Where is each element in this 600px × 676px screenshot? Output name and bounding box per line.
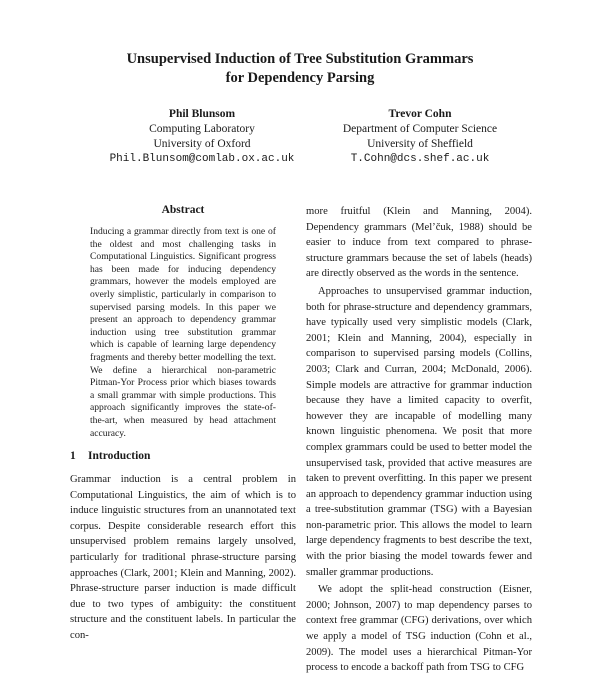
right-column-body <box>306 204 532 676</box>
section-title: Introduction <box>88 450 151 462</box>
author-affiliation: University of Sheffield <box>367 138 473 150</box>
paper-title <box>0 50 600 88</box>
abstract-heading: Abstract <box>161 204 205 216</box>
section-heading-introduction <box>70 450 150 462</box>
author-name: Phil Blunsom <box>168 108 236 120</box>
section-number: 1 <box>70 450 76 462</box>
body-paragraph-2: Approaches to unsupervised grammar induction, both for phrase-structure and dependency grammars, have typically used very simplistic models (Clark, 2001; Klein and Manning, 2004), especially in comparison to supervised parsing models (Collins, 2003; Clark and Curran, 2004; McDonald, 2006). Simple models are attractive for grammar induction because they have a limited capacity to overfit, however they are incapable of modelling many known linguistic phenomena. We posit that more complex grammars could be used to better model the unsupervised task, provided that active measures are taken to prevent overfitting. In this paper we present an approach to dependency grammar induction using a tree-substitution grammar (TSG) with a Bayesian non-parametric prior. This allows the model to learn large dependency fragments to best describe the text, with the prior biasing the model towards fewer and smaller grammar productions. <box>306 285 532 578</box>
body-paragraph-1: more fruitful (Klein and Manning, 2004). Dependency grammars (Mel’čuk, 1988) should be easier to induce from text compared to phrase-structure grammars because the set of labels (heads) are directly observed as the words in the sentence. <box>306 206 532 280</box>
author-name: Trevor Cohn <box>388 108 452 120</box>
title-line-2: for Dependency Parsing <box>225 70 375 86</box>
author-block-2 <box>300 107 540 167</box>
abstract-text: Inducing a grammar directly from text is one of the oldest and most challenging tasks in Computational Linguistics. Significant progress has been made for inducing dependency grammars, however the models employed are overly simplistic, particularly in comparison to supervised parsing models. In this paper we present an approach to dependency grammar induction using tree substitution grammar which is capable of learning large dependency fragments and thereby better modelling the text. We define a hierarchical non-parametric Pitman-Yor Process prior which biases towards a small grammar with simple productions. This approach significantly improves the state-of-the-art, when measured by head attachment accuracy. <box>90 226 276 439</box>
author-affiliation: University of Oxford <box>153 138 251 150</box>
author-dept: Department of Computer Science <box>342 123 498 135</box>
title-line-1: Unsupervised Induction of Tree Substitution Grammars <box>126 51 474 67</box>
author-dept: Computing Laboratory <box>149 123 255 135</box>
left-column-body <box>70 472 296 644</box>
intro-paragraph: Grammar induction is a central problem in Computational Linguistics, the aim of which is to induce linguistic structures from an unannotated text corpus. Despite considerable research effort this unsupervised problem remains largely unsolved, particularly for traditional phrase-structure parsing approaches (Clark, 2001; Klein and Manning, 2002). Phrase-structure parser induction is made difficult due to two types of ambiguity: the constituent structure and the constituent labels. In particular the con- <box>70 474 296 641</box>
author-block-1 <box>92 107 312 167</box>
author-email: Phil.Blunsom@comlab.ox.ac.uk <box>109 153 295 165</box>
author-email: T.Cohn@dcs.shef.ac.uk <box>350 153 490 165</box>
body-paragraph-3: We adopt the split-head construction (Eisner, 2000; Johnson, 2007) to map dependency parses to context free grammar (CFG) derivations, over which we apply a model of TSG induction (Cohn et al., 2009). The model uses a hierarchical Pitman-Yor process to encode a backoff path from TSG to CFG <box>306 584 532 674</box>
